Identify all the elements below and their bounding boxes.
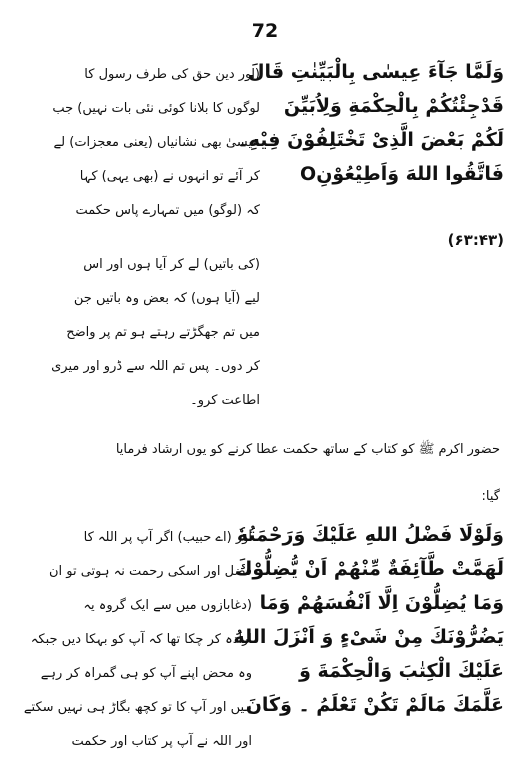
page-number: 72 [251, 20, 279, 42]
translation-line: کر آئے تو انہوں نے (بھی یہی) کہا [79, 169, 260, 184]
translation-line: اطاعت کرو۔ [190, 393, 260, 408]
translation-line: ارادہ کر چکا تھا کہ آپ کو بہکا دیں جبکہ [30, 632, 252, 647]
verse1-translation [30, 58, 260, 418]
arabic-line: لَكُمْ بَعْضَ الَّذِىْ تَخْتَلِفُوْنَ فِيْهِ۔ [237, 129, 504, 151]
translation-line: اور اللہ نے آپ پر کتاب اور حکمت [71, 734, 252, 749]
arabic-line: وَمَا يُضِلُّوْنَ اِلَّا اَنْفُسَهُمْ وَمَا [259, 592, 504, 614]
arabic-line: فَاتَّقُوا اللهَ وَاَطِيْعُوْنِO [300, 163, 504, 185]
translation-line: (دغابازوں میں سے ایک گروہ یہ [83, 598, 252, 613]
arabic-line: وَلَمَّا جَآءَ عِيسٰى بِالْبَيِّنٰتِ قَالَ [248, 61, 504, 83]
translation-line: لوگوں کا بلانا کوئی نئی بات نہیں) جب [52, 101, 260, 116]
verse1-reference [272, 225, 504, 255]
translation-line: اور (اے حبیب) اگر آپ پر اللہ کا [83, 530, 252, 545]
reference-text: (۶۳:۴۳) [447, 231, 504, 249]
translation-line: لیے (آیا ہوں) کہ بعض وہ باتیں جن [73, 291, 260, 306]
arabic-line: وَلَوْلَا فَضْلُ اللهِ عَلَيْكَ وَرَحْمَتُهٗ [236, 524, 504, 546]
arabic-line: لَهَمَّتْ طَّآئِفَةٌ مِّنْهُمْ اَنْ يُّضِلُّوْكَ [235, 558, 504, 580]
verse1-arabic [237, 55, 504, 191]
arabic-line: يَضُرُّوْنَكَ مِنْ شَىْءٍ وَ اَنْزَلَ اللهُ [233, 626, 504, 648]
translation-line: کر دوں۔ پس تم اللہ سے ڈرو اور میری [51, 359, 260, 374]
translation-line: (اور دین حق کی طرف رسول کا [84, 67, 260, 82]
arabic-line: عَلَيْكَ الْكِتٰبَ وَالْحِكْمَةَ وَ [299, 660, 504, 682]
translation-line: وہ محض اپنے آپ کو ہی گمراہ کر رہے [40, 666, 252, 681]
translation-line: (کی باتیں) لے کر آیا ہوں اور اس [83, 257, 260, 272]
verse2-translation [23, 521, 252, 759]
arabic-line: عَلَّمَكَ مَالَمْ تَكُنْ تَعْلَمُ ۔ وَكَانَ [245, 694, 504, 716]
translation-line: عیسیٰ بھی نشانیاں (یعنی معجزات) لے [53, 135, 260, 150]
translation-line: میں تم جھگڑتے رہتے ہو تم پر واضح [66, 325, 260, 340]
translation-line: ہیں اور آپ کا تو کچھ بگاڑ ہی نہیں سکتے [23, 700, 252, 715]
intro-line-1: حضور اکرم ﷺ کو کتاب کے ساتھ حکمت عطا کرنے کو یوں ارشاد فرمایا [115, 442, 500, 457]
intro-line-2: گیا: [481, 489, 500, 504]
translation-line: فضل اور اسکی رحمت نہ ہوتی تو ان [48, 564, 252, 579]
arabic-line: قَدْجِئْتُكُمْ بِالْحِكْمَةِ وَلِاُبَيِّنَ [283, 95, 504, 117]
verse2-arabic [233, 518, 504, 722]
translation-line: کہ (لوگو) میں تمہارے پاس حکمت [75, 203, 260, 218]
